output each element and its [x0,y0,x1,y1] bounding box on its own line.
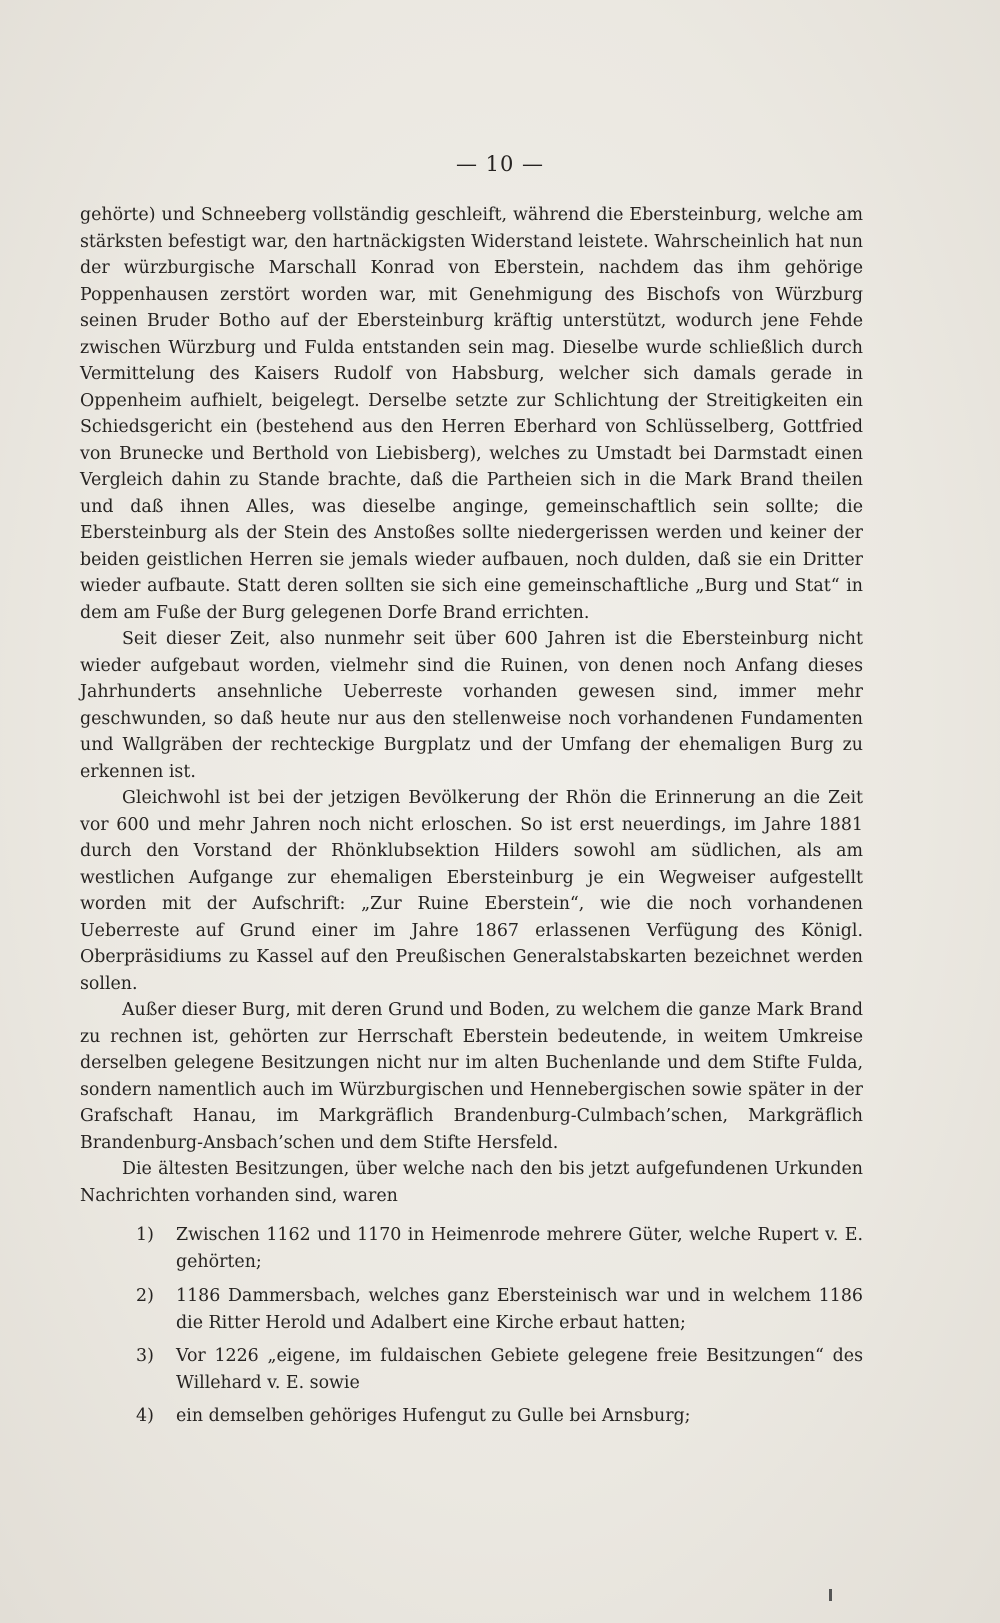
paragraph-5: Die ältesten Besitzungen, über welche nach den bis jetzt aufgefundenen Urkunden Nachrichten vorhanden sind, waren [80,1159,863,1206]
list-item-number: 3) [136,1346,154,1366]
list-item [80,1283,863,1336]
list-item-text: Zwischen 1162 und 1170 in Heimenrode mehrere Güter, welche Rupert v. E. gehörten; [176,1225,863,1272]
list-item-number: 4) [136,1406,154,1426]
ink-speck [829,1589,832,1601]
list-item-text: ein demselben gehöriges Hufengut zu Gulle bei Arnsburg; [176,1406,691,1426]
list-item [80,1403,863,1430]
list-item-text: Vor 1226 „eigene, im fuldaischen Gebiete gelegene freie Besitzungen“ des Willehard v. E. sowie [176,1346,863,1393]
paragraph-2: Seit dieser Zeit, also nunmehr seit über 600 Jahren ist die Ebersteinburg nicht wieder aufgebaut worden, vielmehr sind die Ruinen, von denen noch Anfang dieses Jahrhunderts ansehnliche Ueberreste vorhanden gewesen sind, immer mehr geschwunden, so daß heute nur aus den stellenweise noch vorhandenen Fundamenten und Wallgräben der rechteckige Burgplatz und der Umfang der ehemaligen Burg zu erkennen ist. [80,629,863,782]
paragraph-1: gehörte) und Schneeberg vollständig geschleift, während die Ebersteinburg, welche am stärksten befestigt war, den hartnäckigsten Widerstand leistete. Wahrscheinlich hat nun der würzburgische Marschall Konrad von Eberstein, nachdem das ihm gehörige Poppenhausen zerstört worden war, mit Genehmigung des Bischofs von Würzburg seinen Bruder Botho auf der Ebersteinburg kräftig unterstützt, wodurch jene Fehde zwischen Würzburg und Fulda entstanden sein mag. Dieselbe wurde schließlich durch Vermittelung des Kaisers Rudolf von Habsburg, welcher sich damals gerade in Oppenheim aufhielt, beigelegt. Derselbe setzte zur Schlichtung der Streitigkeiten ein Schiedsgericht ein (bestehend aus den Herren Eberhard von Schlüsselberg, Gottfried von Brunecke und Berthold von Liebisberg), welches zu Umstadt bei Darmstadt einen Vergleich dahin zu Stande brachte, daß die Partheien sich in die Mark Brand theilen und daß ihnen Alles, was dieselbe anginge, gemeinschaftlich sein sollte; die Ebersteinburg als der Stein des Anstoßes sollte niedergerissen werden und keiner der beiden geistlichen Herren sie jemals wieder aufbauen, noch dulden, daß sie ein Dritter wieder aufbaute. Statt deren sollten sie sich eine gemeinschaftliche „Burg und Stat“ in dem am Fuße der Burg gelegenen Dorfe Brand errichten. [80,205,863,623]
list-item [80,1222,863,1275]
body-text [80,202,863,1209]
list-item-number: 2) [136,1286,154,1306]
list-item-number: 1) [136,1225,154,1245]
paragraph-4: Außer dieser Burg, mit deren Grund und Boden, zu welchem die ganze Mark Brand zu rechnen ist, gehörten zur Herrschaft Eberstein bedeutende, in weitem Umkreise derselben gelegene Besitzungen nicht nur im alten Buchenlande und dem Stifte Fulda, sondern namentlich auch im Würzburgischen und Hennebergischen sowie später in der Grafschaft Hanau, im Markgräflich Brandenburg-Culmbach’schen, Markgräflich Brandenburg-Ansbach’schen und dem Stifte Hersfeld. [80,1000,863,1153]
list-item-text: 1186 Dammersbach, welches ganz Ebersteinisch war und in welchem 1186 die Ritter Herold und Adalbert eine Kirche erbaut hatten; [176,1286,863,1333]
paragraph-3: Gleichwohl ist bei der jetzigen Bevölkerung der Rhön die Erinnerung an die Zeit vor 600 und mehr Jahren noch nicht erloschen. So ist erst neuerdings, im Jahre 1881 durch den Vorstand der Rhönklubsektion Hilders sowohl am südlichen, als am westlichen Aufgange zur ehemaligen Ebersteinburg je ein Wegweiser aufgestellt worden mit der Aufschrift: „Zur Ruine Eberstein“, wie die noch vorhandenen Ueberreste auf Grund einer im Jahre 1867 erlassenen Verfügung des Königl. Oberpräsidiums zu Kassel auf den Preußischen Generalstabskarten bezeichnet werden sollen. [80,788,863,994]
list-item [80,1343,863,1396]
page-number: — 10 — [455,152,545,176]
